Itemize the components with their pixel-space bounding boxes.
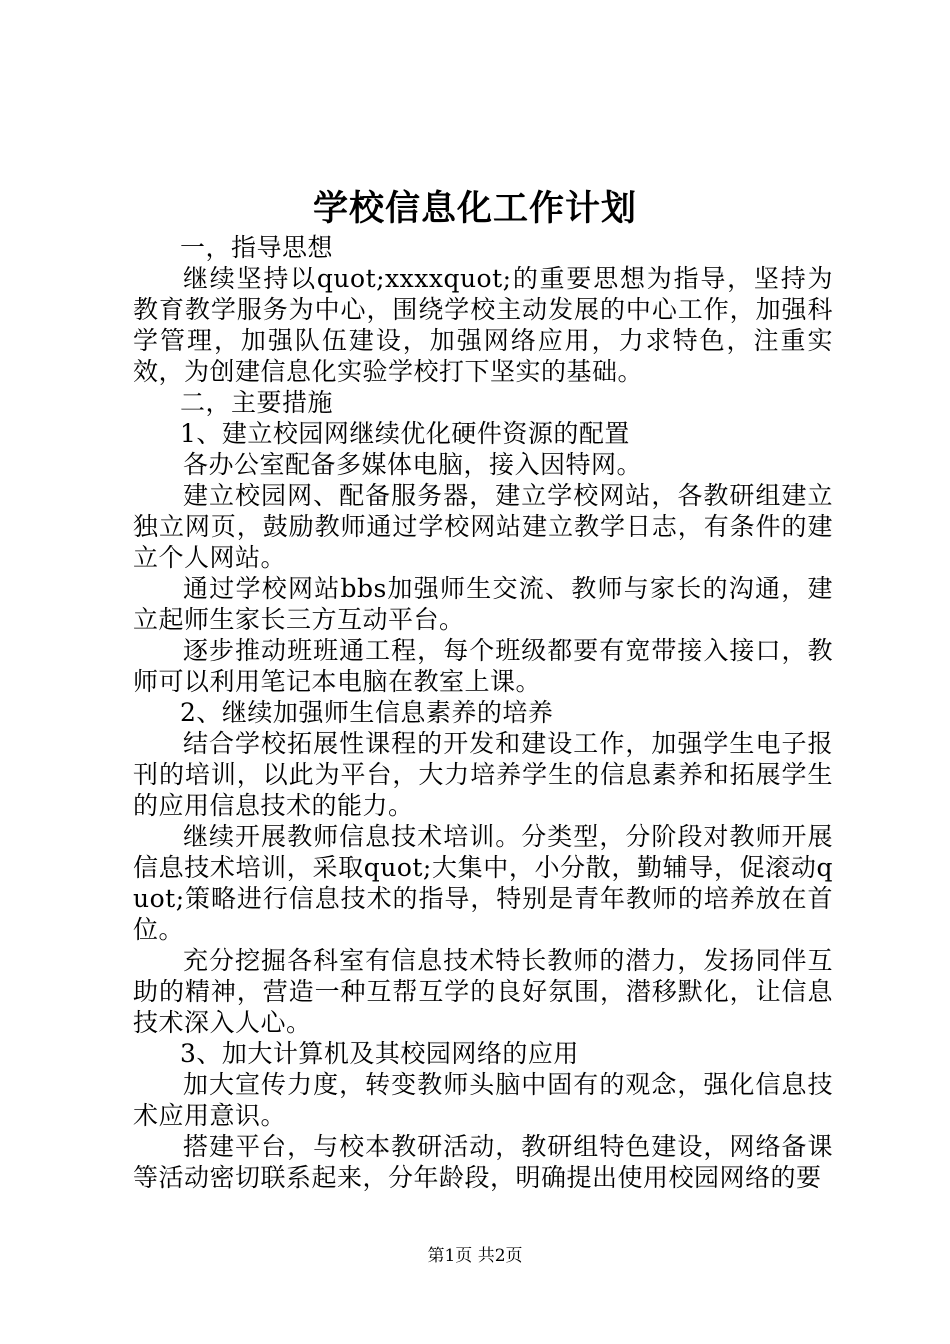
- document-body: [133, 232, 833, 1193]
- paragraph-teacher-training: 继续开展教师信息技术培训。分类型，分阶段对教师开展信息技术培训，采取quot;大集中，小分散，勤辅导，促滚动quot;策略进行信息技术的指导，特别是青年教师的培养放在首位。: [133, 822, 833, 944]
- paragraph-classroom-broadband: 逐步推动班班通工程，每个班级都要有宽带接入接口，教师可以利用笔记本电脑在教室上课。: [133, 636, 833, 696]
- paragraph-student-training: 结合学校拓展性课程的开发和建设工作，加强学生电子报刊的培训，以此为平台，大力培养学生的信息素养和拓展学生的应用信息技术的能力。: [133, 729, 833, 820]
- document-title: 学校信息化工作计划: [312, 188, 637, 229]
- page-number-footer: 第1页 共2页: [427, 1246, 523, 1266]
- paragraph-guiding-ideology: 继续坚持以quot;xxxxquot;的重要思想为指导，坚持为教育教学服务为中心，围绕学校主动发展的中心工作，加强科学管理，加强队伍建设，加强网络应用，力求特色，注重实效，为创建信息化实验学校打下坚实的基础。: [133, 264, 833, 386]
- section-heading-main-measures: 二，主要措施: [180, 388, 334, 417]
- subsection-heading-campus-network: 1、建立校园网继续优化硬件资源的配置: [180, 419, 630, 448]
- paragraph-bbs-exchange: 通过学校网站bbs加强师生交流、教师与家长的沟通，建立起师生家长三方互动平台。: [133, 574, 833, 634]
- paragraph-peer-support: 充分挖掘各科室有信息技术特长教师的潜力，发扬同伴互助的精神，营造一种互帮互学的良好氛围，潜移默化，让信息技术深入人心。: [133, 946, 833, 1037]
- section-heading-guiding-ideology: 一，指导思想: [180, 233, 334, 262]
- subsection-heading-network-application: 3、加大计算机及其校园网络的应用: [180, 1039, 579, 1068]
- subsection-heading-information-literacy: 2、继续加强师生信息素养的培养: [180, 698, 554, 727]
- paragraph-awareness: 加大宣传力度，转变教师头脑中固有的观念，强化信息技术应用意识。: [133, 1070, 833, 1130]
- paragraph-platform: 搭建平台，与校本教研活动，教研组特色建设，网络备课等活动密切联系起来，分年龄段，明确提出使用校园网络的要: [133, 1132, 833, 1192]
- paragraph-office-computers: 各办公室配备多媒体电脑，接入因特网。: [183, 450, 643, 479]
- paragraph-build-network: 建立校园网、配备服务器，建立学校网站，各教研组建立独立网页，鼓励教师通过学校网站建立教学日志，有条件的建立个人网站。: [133, 481, 833, 572]
